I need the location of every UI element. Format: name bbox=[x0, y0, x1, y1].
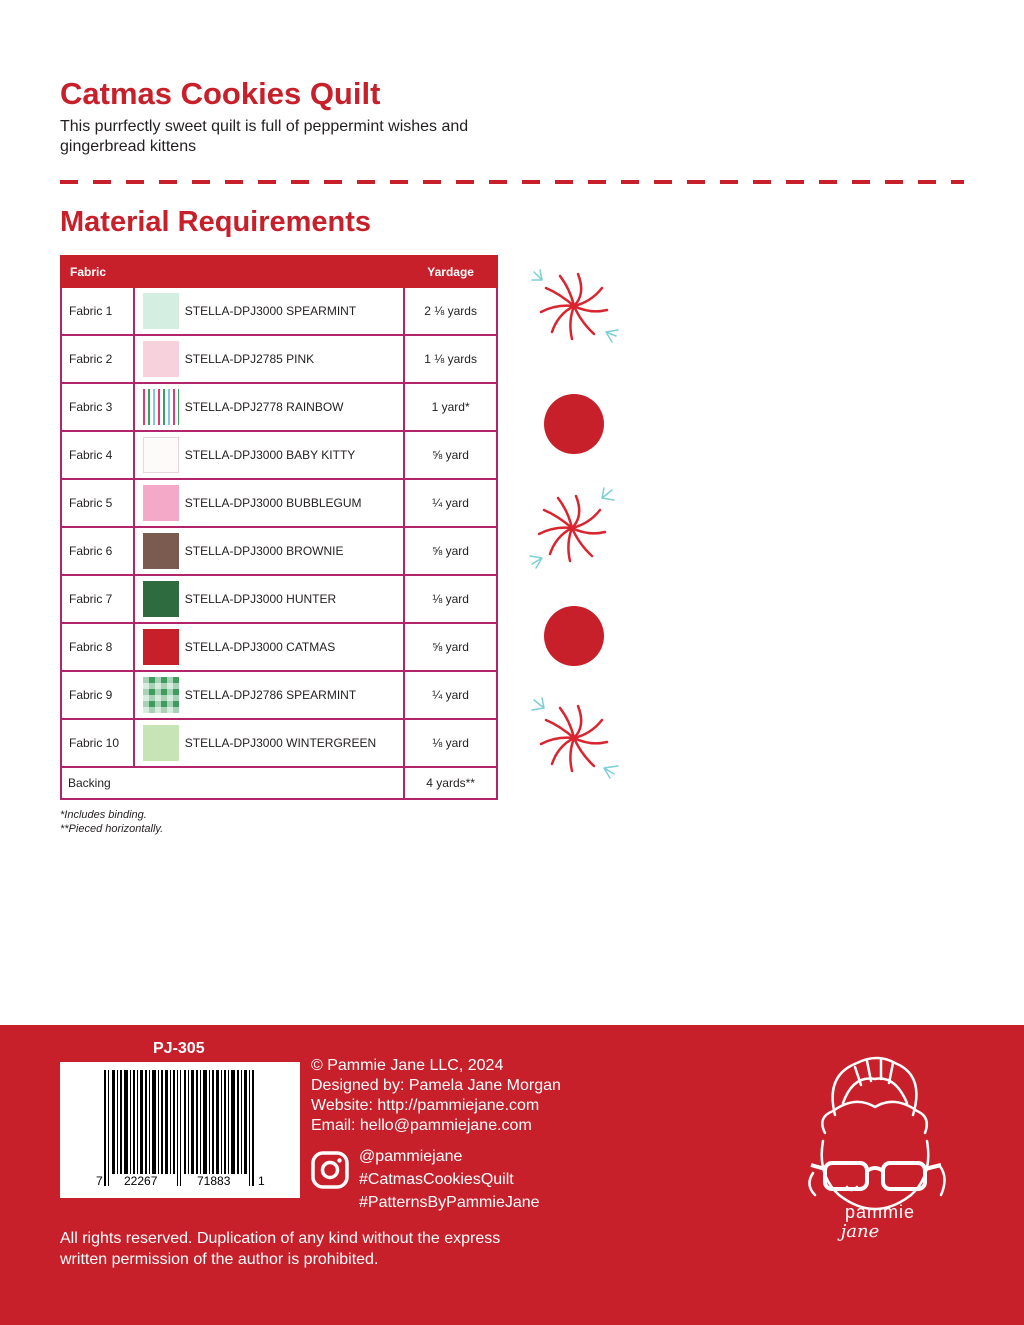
table-row bbox=[61, 719, 497, 767]
table-row bbox=[61, 527, 497, 575]
fabric-swatch bbox=[143, 389, 179, 425]
fabric-swatch bbox=[143, 533, 179, 569]
fabric-label: Fabric 7 bbox=[61, 575, 134, 623]
table-notes bbox=[60, 808, 163, 836]
fabric-label: Fabric 6 bbox=[61, 527, 134, 575]
fabric-name: STELLA-DPJ2786 SPEARMINT bbox=[184, 688, 357, 702]
barcode-digit: 1 bbox=[258, 1174, 265, 1188]
email-link[interactable]: Email: hello@pammiejane.com bbox=[311, 1117, 532, 1134]
fabric-yardage: ¼ yard bbox=[404, 479, 497, 527]
table-header-row bbox=[61, 256, 497, 287]
red-dot-icon bbox=[544, 606, 604, 666]
fabric-name: STELLA-DPJ3000 WINTERGREEN bbox=[184, 736, 377, 750]
fabric-swatch bbox=[143, 629, 179, 665]
table-row bbox=[61, 575, 497, 623]
note-binding: *Includes binding. bbox=[60, 809, 147, 821]
fabric-swatch bbox=[143, 677, 179, 713]
fabric-yardage: ⅝ yard bbox=[404, 527, 497, 575]
rights-notice: All rights reserved. Duplication of any kind without the express written permission of the author is prohibited. bbox=[60, 1230, 501, 1268]
table-row bbox=[61, 287, 497, 335]
fabric-yardage: 1 yard* bbox=[404, 383, 497, 431]
hashtag-patterns: #PatternsByPammieJane bbox=[359, 1194, 540, 1211]
peppermint-candy-icon bbox=[530, 488, 614, 568]
fabric-swatch bbox=[143, 341, 179, 377]
fabric-label: Fabric 1 bbox=[61, 287, 134, 335]
col-header-yardage: Yardage bbox=[404, 256, 497, 287]
designer-text: Designed by: Pamela Jane Morgan bbox=[311, 1077, 561, 1094]
fabric-swatch bbox=[143, 437, 179, 473]
fabric-yardage: 1 ⅛ yards bbox=[404, 335, 497, 383]
backing-yardage: 4 yards** bbox=[404, 767, 497, 799]
fabric-name: STELLA-DPJ3000 HUNTER bbox=[184, 592, 337, 606]
fabric-yardage: ¼ yard bbox=[404, 671, 497, 719]
fabric-swatch bbox=[143, 581, 179, 617]
peppermint-candy-icon bbox=[532, 270, 618, 342]
logo-name: pammie bbox=[844, 1202, 916, 1222]
peppermint-candy-icon bbox=[532, 698, 618, 778]
table-row bbox=[61, 335, 497, 383]
peppermint-decoration bbox=[522, 262, 632, 802]
fabric-label: Fabric 2 bbox=[61, 335, 134, 383]
table-row bbox=[61, 383, 497, 431]
instagram-handle[interactable]: @pammiejane bbox=[359, 1148, 463, 1165]
fabric-yardage: ⅝ yard bbox=[404, 431, 497, 479]
fabric-name: STELLA-DPJ3000 SPEARMINT bbox=[184, 304, 357, 318]
fabric-label: Fabric 4 bbox=[61, 431, 134, 479]
backing-label: Backing bbox=[61, 767, 404, 799]
section-title-materials: Material Requirements bbox=[60, 206, 372, 238]
fabric-name: STELLA-DPJ3000 BROWNIE bbox=[184, 544, 344, 558]
barcode-digit: 22267 bbox=[124, 1174, 158, 1188]
fabric-swatch bbox=[143, 485, 179, 521]
footer bbox=[0, 1025, 1024, 1325]
fabric-name: STELLA-DPJ3000 BABY KITTY bbox=[184, 448, 356, 462]
barcode-digit: 71883 bbox=[197, 1174, 231, 1188]
fabric-yardage: 2 ⅛ yards bbox=[404, 287, 497, 335]
fabric-label: Fabric 3 bbox=[61, 383, 134, 431]
fabric-yardage: ⅛ yard bbox=[404, 575, 497, 623]
red-dot-icon bbox=[544, 394, 604, 454]
fabric-swatch bbox=[143, 725, 179, 761]
col-header-fabric: Fabric bbox=[61, 256, 404, 287]
fabric-name: STELLA-DPJ3000 CATMAS bbox=[184, 640, 336, 654]
instagram-icon[interactable] bbox=[311, 1151, 349, 1189]
fabric-name: STELLA-DPJ2785 PINK bbox=[184, 352, 315, 366]
dashed-divider bbox=[60, 180, 964, 184]
table-row bbox=[61, 623, 497, 671]
social-links bbox=[359, 1145, 540, 1214]
pammie-jane-logo bbox=[795, 1045, 965, 1285]
page-title: Catmas Cookies Quilt bbox=[60, 76, 381, 111]
table-row-backing bbox=[61, 767, 497, 799]
material-requirements-table bbox=[60, 255, 498, 800]
pattern-sku: PJ-305 bbox=[153, 1040, 205, 1057]
note-backing: **Pieced horizontally. bbox=[60, 823, 164, 835]
fabric-label: Fabric 8 bbox=[61, 623, 134, 671]
copyright-text: © Pammie Jane LLC, 2024 bbox=[311, 1057, 504, 1074]
table-row bbox=[61, 431, 497, 479]
website-link[interactable]: Website: http://pammiejane.com bbox=[311, 1097, 540, 1114]
contact-info bbox=[311, 1056, 561, 1136]
fabric-name: STELLA-DPJ2778 RAINBOW bbox=[184, 400, 344, 414]
logo-script: jane bbox=[840, 1221, 880, 1242]
hashtag-quilt: #CatmasCookiesQuilt bbox=[359, 1171, 514, 1188]
table-row bbox=[61, 479, 497, 527]
barcode-digit: 7 bbox=[96, 1174, 103, 1188]
fabric-yardage: ⅝ yard bbox=[404, 623, 497, 671]
page-subtitle: This purrfectly sweet quilt is full of peppermint wishes and gingerbread kittens bbox=[60, 118, 469, 155]
fabric-swatch bbox=[143, 293, 179, 329]
fabric-label: Fabric 5 bbox=[61, 479, 134, 527]
table-row bbox=[61, 671, 497, 719]
barcode bbox=[60, 1062, 300, 1198]
fabric-yardage: ⅛ yard bbox=[404, 719, 497, 767]
fabric-label: Fabric 10 bbox=[61, 719, 134, 767]
fabric-name: STELLA-DPJ3000 BUBBLEGUM bbox=[184, 496, 362, 510]
fabric-label: Fabric 9 bbox=[61, 671, 134, 719]
